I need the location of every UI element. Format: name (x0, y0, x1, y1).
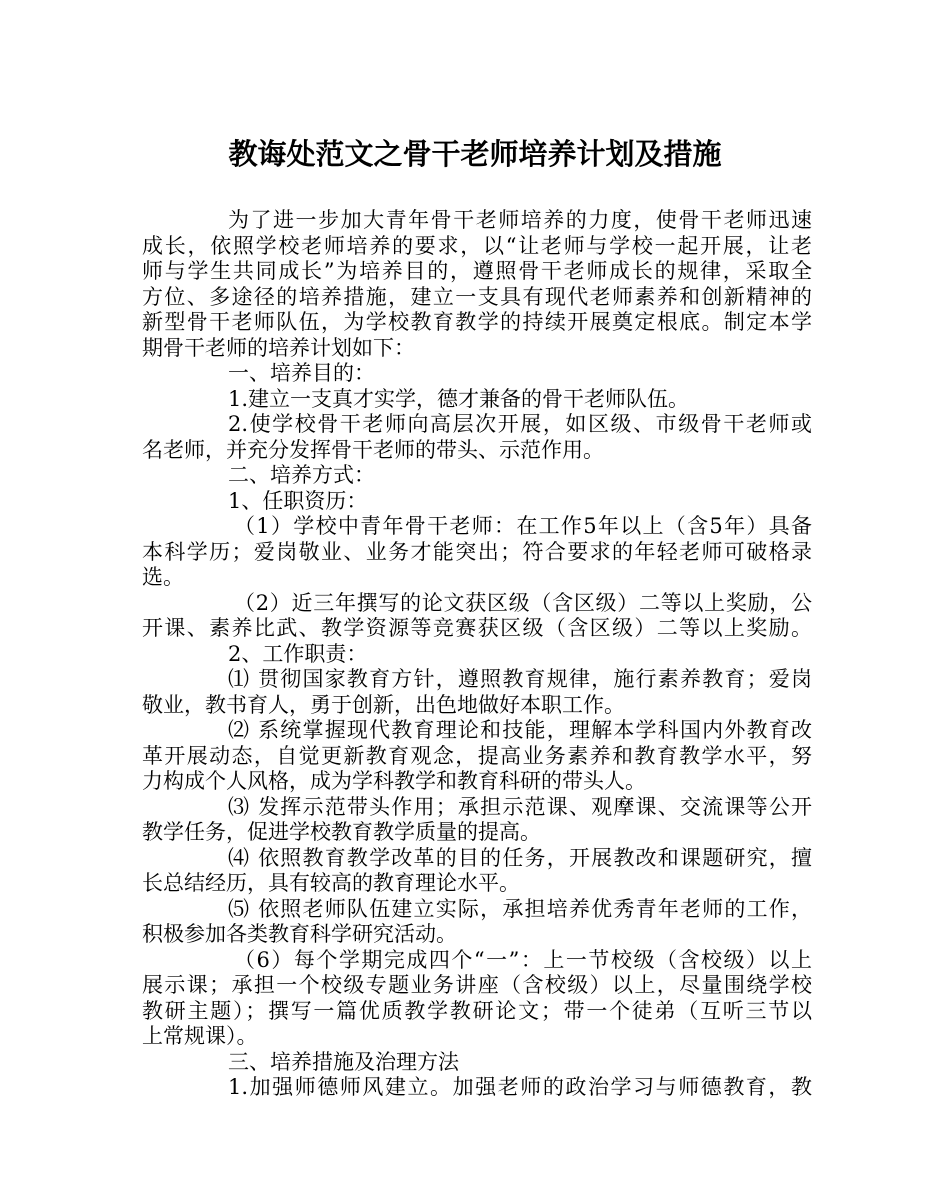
paragraph-line: ⑶ 发挥示范带头作用；承担示范课、观摩课、交流课等公开 (228, 794, 812, 819)
paragraph-line: 选。 (142, 565, 184, 589)
paragraph-line: 上常规课）。 (142, 1024, 258, 1048)
paragraph-line: （2）近三年撰写的论文获区级（含区级）二等以上奖励，公 (234, 590, 812, 615)
paragraph-line: 1.加强师德师风建立。加强老师的政治学习与师德教育，教 (228, 1075, 812, 1099)
paragraph-line: 教学任务，促进学校教育教学质量的提高。 (142, 820, 541, 844)
paragraph-line: 展示课；承担一个校级专题业务讲座（含校级）以上，尽量围绕学校 (142, 973, 812, 997)
paragraph-line: 1.建立一支真才实学，德才兼备的骨干老师队伍。 (228, 386, 690, 411)
paragraph-line: 方位、多途径的培养措施，建立一支具有现代老师素养和创新精神的 (142, 284, 812, 309)
paragraph-line: 成长，依照学校老师培养的要求，以“让老师与学校一起开展，让老 (142, 233, 812, 258)
subsection-heading: 2、工作职责： (228, 641, 368, 666)
section-heading: 一、培养目的： (228, 361, 375, 385)
paragraph-line: 长总结经历，具有较高的教育理论水平。 (142, 871, 520, 895)
paragraph-line: ⑵ 系统掌握现代教育理论和技能，理解本学科国内外教育改 (228, 718, 812, 742)
paragraph-line: 积极参加各类教育科学研究活动。 (142, 922, 457, 946)
paragraph-line: 教研主题）；撰写一篇优质教学教研论文；带一个徒弟（互听三节以 (142, 998, 812, 1023)
paragraph-line: （1）学校中青年骨干老师：在工作5年以上（含5年）具备 (234, 514, 812, 538)
subsection-heading: 1、任职资历： (228, 488, 368, 513)
paragraph-line: 革开展动态，自觉更新教育观念，提高业务素养和教育教学水平，努 (142, 743, 812, 768)
paragraph-line: 名老师，并充分发挥骨干老师的带头、示范作用。 (142, 437, 604, 462)
paragraph-line: 师与学生共同成长”为培养目的，遵照骨干老师成长的规律，采取全 (142, 259, 812, 283)
paragraph-line: 开课、素养比武、教学资源等竞赛获区级（含区级）二等以上奖励。 (142, 616, 812, 640)
document-title: 教诲处范文之骨干老师培养计划及措施 (228, 137, 722, 171)
paragraph-line: 新型骨干老师队伍，为学校教育教学的持续开展奠定根底。制定本学 (142, 310, 812, 334)
paragraph-line: 本科学历；爱岗敬业、业务才能突出；符合要求的年轻老师可破格录 (142, 539, 812, 564)
paragraph-line: ⑸ 依照老师队伍建立实际，承担培养优秀青年老师的工作， (228, 896, 812, 921)
paragraph-line: 力构成个人风格，成为学科教学和教育科研的带头人。 (142, 769, 646, 793)
paragraph-line: 为了进一步加大青年骨干老师培养的力度，使骨干老师迅速 (228, 208, 812, 232)
document-body (142, 208, 812, 1101)
paragraph-line: 期骨干老师的培养计划如下： (142, 335, 415, 360)
paragraph-line: （6）每个学期完成四个“一”：上一节校级（含校级）以上 (234, 947, 812, 972)
section-heading: 三、培养措施及治理方法 (228, 1049, 459, 1074)
paragraph-line: ⑷ 依照教育教学改革的目的任务，开展教改和课题研究，擅 (228, 845, 812, 870)
paragraph-line: ⑴ 贯彻国家教育方针，遵照教育规律，施行素养教育；爱岗 (228, 667, 812, 691)
paragraph-line: 敬业，教书育人，勇于创新，出色地做好本职工作。 (142, 692, 625, 717)
section-heading: 二、培养方式： (228, 463, 375, 487)
paragraph-line: 2.使学校骨干老师向高层次开展，如区级、市级骨干老师或 (228, 412, 812, 436)
